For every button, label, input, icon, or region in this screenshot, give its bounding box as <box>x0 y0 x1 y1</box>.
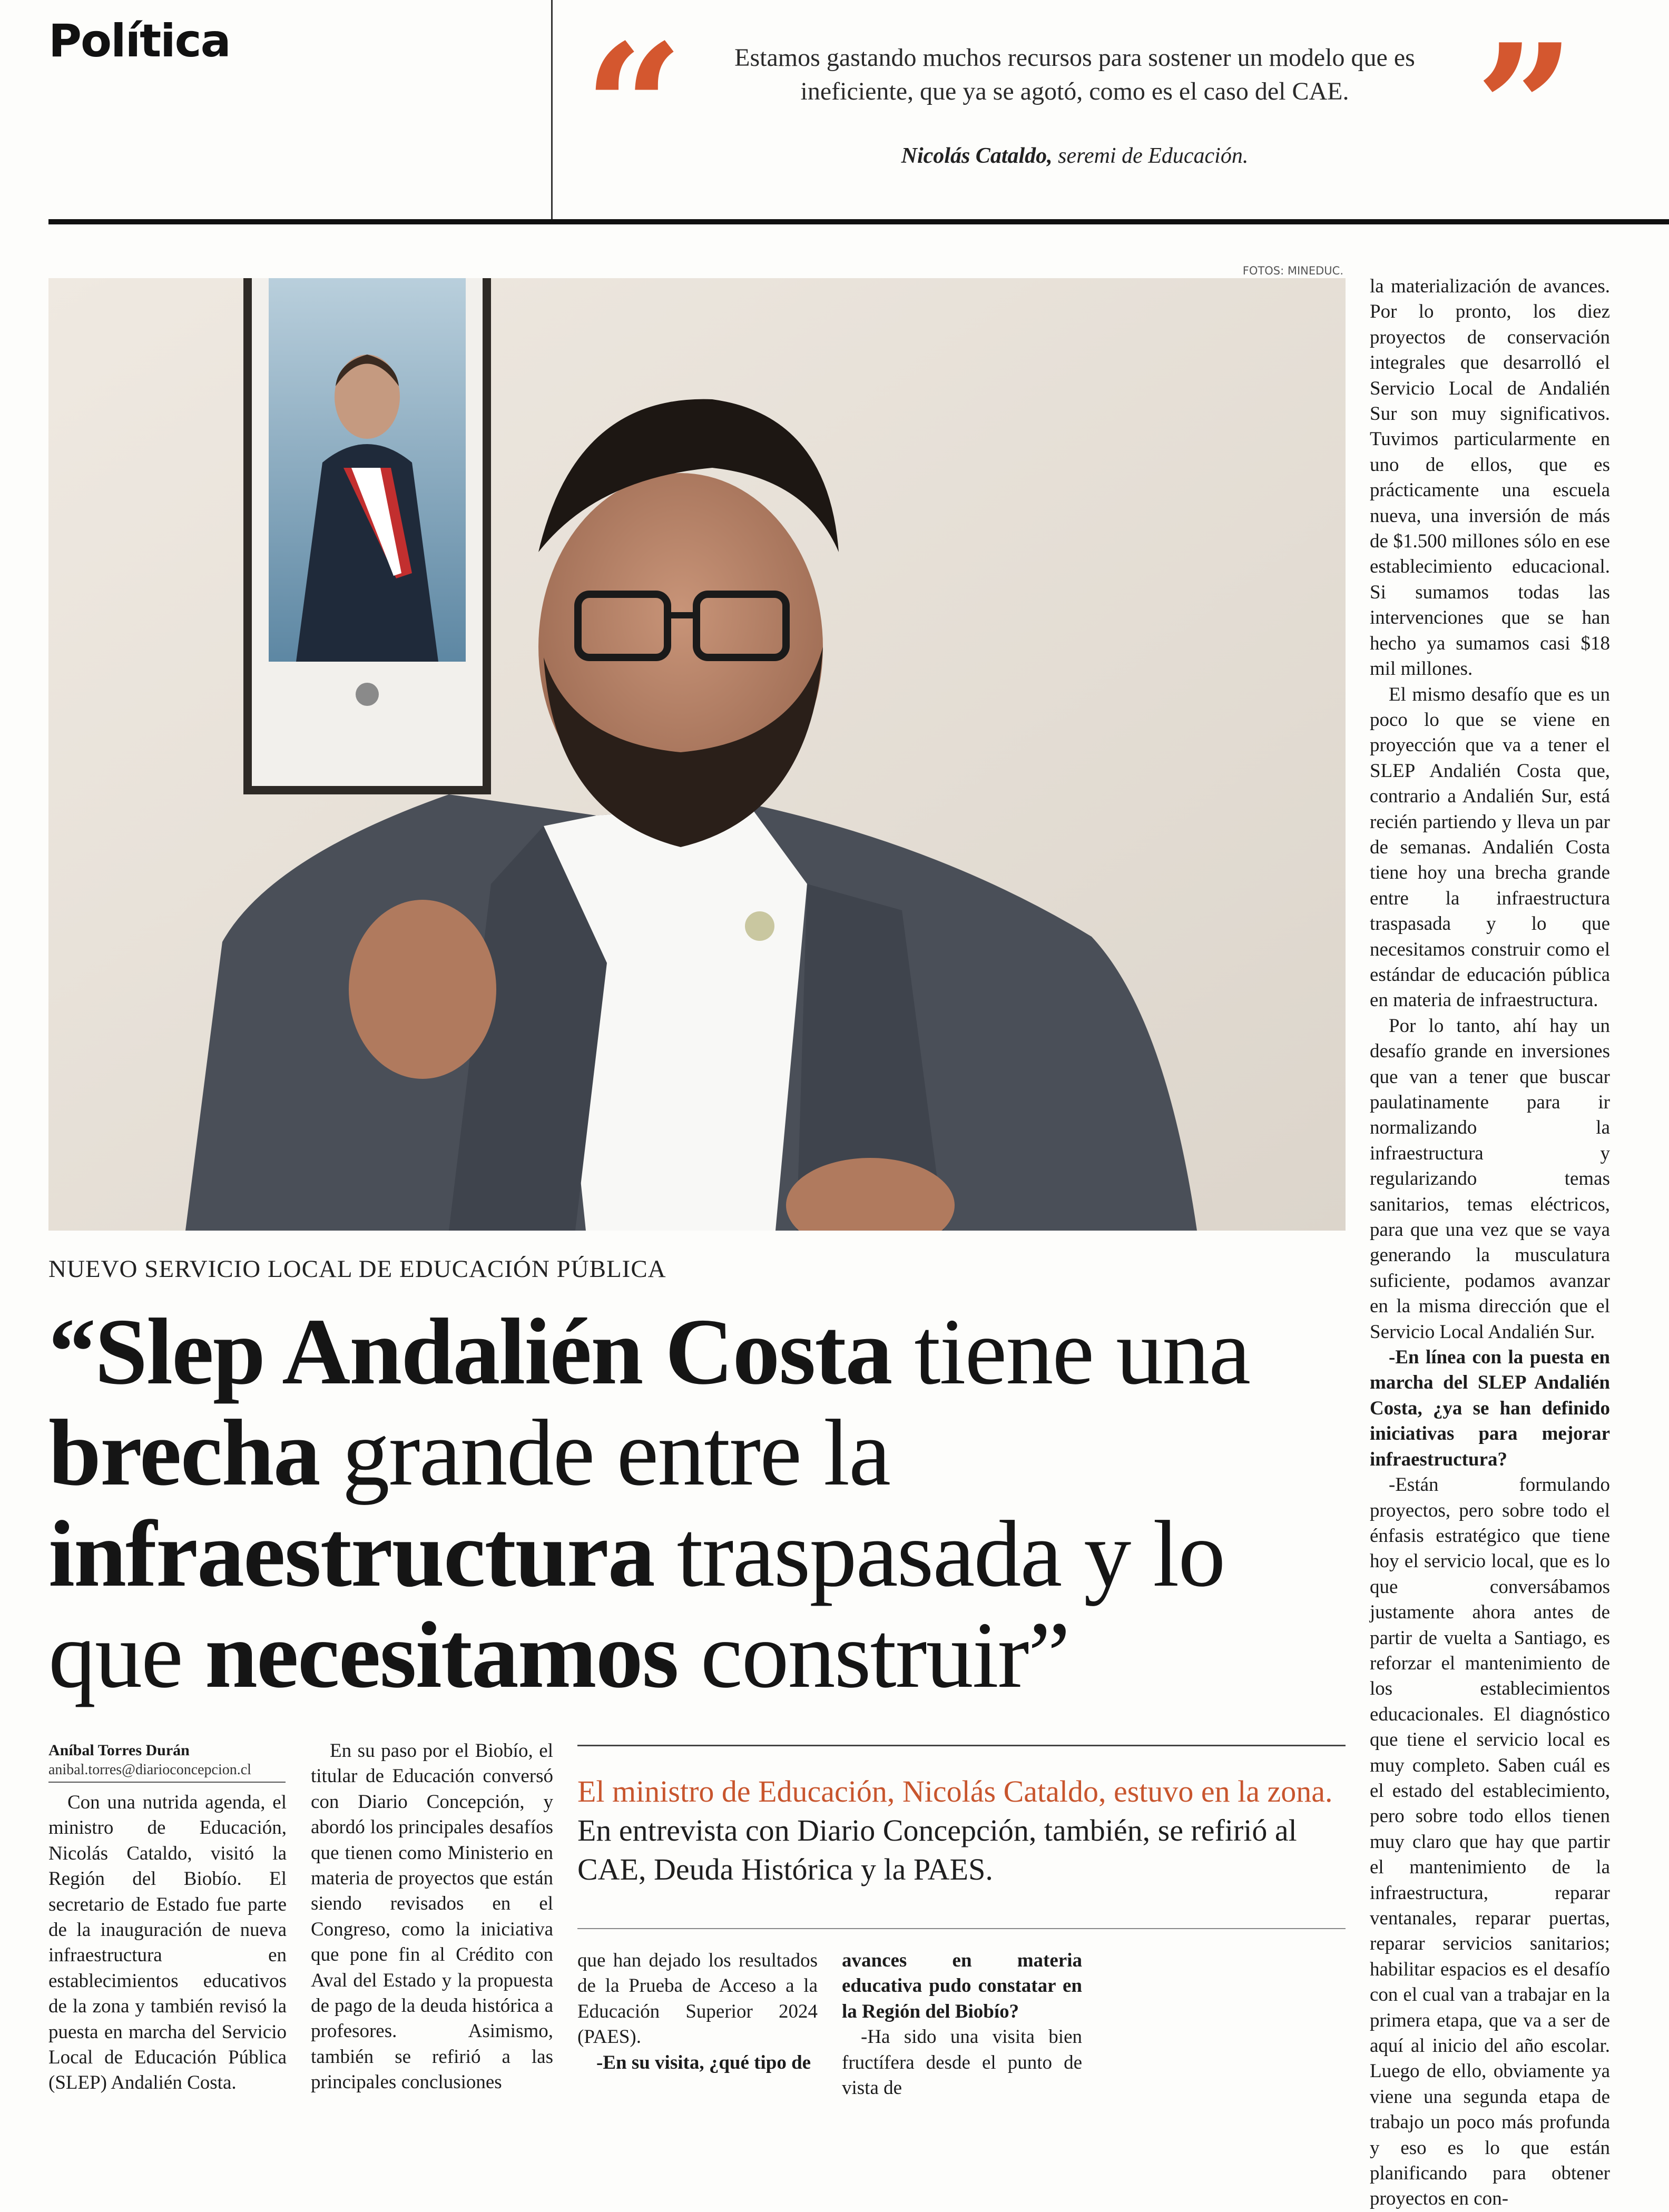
body-column-5 <box>1370 274 1610 2212</box>
headline-bold-2: brecha <box>48 1400 320 1505</box>
interview-question: -En línea con la puesta en marcha del SLEP Andalién Costa, ¿ya se han definido iniciativas para mejorar infraestructura? <box>1370 1346 1610 1470</box>
headline-bold-4: necesitamos <box>204 1603 678 1707</box>
paragraph: El mismo desafío que es un poco lo que se viene en proyección que va a tener el SLEP Andalién Costa que, contrario a Andalién Sur, está recién partiendo y lleva un par de semanas. Andalién Costa tiene hoy una brecha grande entre la infraestructura traspasada y lo que necesitamos construir como el estándar de educación pública en materia de infraestructura. <box>1370 683 1610 1011</box>
paragraph: -Están formulando proyectos, pero sobre todo el énfasis estratégico que tiene hoy el servicio local, que es lo que conversábamos justamente ahora antes de partir de vuelta a Santiago, es reforzar el mantenimiento de los establecimientos educacionales. El diagnóstico que tiene el servicio local es muy completo. Saben cuál es el estado del establecimiento, pero sobre todo ellos tienen muy claro que hay que partir el mantenimiento de la infraestructura, reparar ventanales, reparar puertas, reparar servicios sanitarios; habilitar espacios es el desafío con el cual van a trabajar en la primera etapa, que va a ser de aquí al inicio del año escolar. Luego de ello, obviamente ya viene una segunda etapa de trabajo un poco más profunda y eso es lo que están planificando para obtener proyectos en con- <box>1370 1474 1610 2210</box>
byline-name: Aníbal Torres Durán <box>48 1742 190 1759</box>
quote-author <box>680 143 1470 169</box>
headline-bold-3: infraestructura <box>48 1501 654 1606</box>
headline-text-1: tiene una <box>891 1299 1250 1404</box>
paragraph: la materialización de avances. Por lo pronto, los diez proyectos de conservación integrales que desarrolló el Servicio Local de Andalién Sur son muy significativos. Tuvimos particularmente en uno de ellos, que es prácticamente una escuela nueva, una inversión de más de $1.500 millones sólo en ese establecimiento educacional. Si sumamos todas las intervenciones que se han hecho ya sumamos casi $18 mil millones. <box>1370 276 1610 680</box>
byline-rule <box>48 1782 286 1783</box>
body-column-4 <box>842 1948 1082 2101</box>
article-headline <box>48 1301 1344 1706</box>
interview-question: -En su visita, ¿qué tipo de <box>596 2051 811 2073</box>
section-title: Política <box>48 15 230 67</box>
body-column-3 <box>577 1948 818 2076</box>
paragraph: que han dejado los resultados de la Prueba de Acceso a la Educación Superior 2024 (PAES). <box>577 1950 818 2048</box>
pull-quote: Estamos gastando muchos recursos para sostener un modelo que es ineficiente, que ya se agotó, como es el caso del CAE. <box>734 44 1415 105</box>
headline-bold-1: “Slep Andalién Costa <box>48 1299 892 1404</box>
header-rule <box>48 219 1669 224</box>
headline-text-4: construir” <box>678 1603 1069 1707</box>
photo-credit: FOTOS: MINEDUC. <box>1242 264 1343 277</box>
lead-bottom-rule <box>577 1928 1346 1929</box>
header-divider <box>551 0 553 219</box>
interview-question: avances en materia educativa pudo constatar en la Región del Biobío? <box>842 1950 1082 2022</box>
article-kicker: NUEVO SERVICIO LOCAL DE EDUCACIÓN PÚBLICA <box>48 1255 666 1283</box>
close-quote-mark: ” <box>1475 6 1575 210</box>
body-column-1 <box>48 1790 287 2096</box>
paragraph: Con una nutrida agenda, el ministro de Educación, Nicolás Cataldo, visitó la Región del Biobío. El secretario de Estado fue parte de la inauguración de nueva infraestructura en establecimientos educativos de la zona y también revisó la puesta en marcha del Servicio Local de Educación Pública (SLEP) Andalién Costa. <box>48 1792 287 2094</box>
paragraph: Por lo tanto, ahí hay un desafío grande en inversiones que van a tener que buscar paulatinamente para ir normalizando la infraestructura y regularizando temas sanitarios, temas eléctricos, para que una vez que se vaya generando la musculatura suficiente, podamos avanzar en la misma dirección que el Servicio Local Andalién Sur. <box>1370 1015 1610 1343</box>
byline-email[interactable]: anibal.torres@diarioconcepcion.cl <box>48 1762 251 1778</box>
lead-top-rule <box>577 1745 1346 1746</box>
paragraph: -Ha sido una visita bien fructífera desde el punto de vista de <box>842 2026 1082 2099</box>
paragraph: En su paso por el Biobío, el titular de Educación conversó con Diario Concepción, y abordó los principales desafíos que tienen como Ministerio en materia de proyectos que están siendo revisados en el Congreso, como la iniciativa que pone fin al Crédito con Aval del Estado y la propuesta de pago de la deuda histórica a profesores. Asimismo, también se refirió a las principales conclusiones <box>311 1740 553 2093</box>
headline-text-2: grande entre la <box>319 1400 890 1505</box>
article-lead <box>577 1772 1346 1889</box>
article-photo <box>48 278 1346 1231</box>
quote-author-role: seremi de Educación. <box>1052 144 1249 168</box>
headline-text-3: traspasada y lo que <box>48 1501 1225 1707</box>
body-column-2 <box>311 1738 553 2096</box>
minister-portrait-image <box>48 278 1346 1231</box>
lead-accent: El ministro de Educación, Nicolás Cataldo, estuvo en la zona. <box>577 1774 1333 1808</box>
lead-text: En entrevista con Diario Concepción, también, se refirió al CAE, Deuda Histórica y la PAES. <box>577 1813 1297 1886</box>
open-quote-mark: “ <box>584 6 684 210</box>
quote-author-name: Nicolás Cataldo, <box>901 144 1053 168</box>
